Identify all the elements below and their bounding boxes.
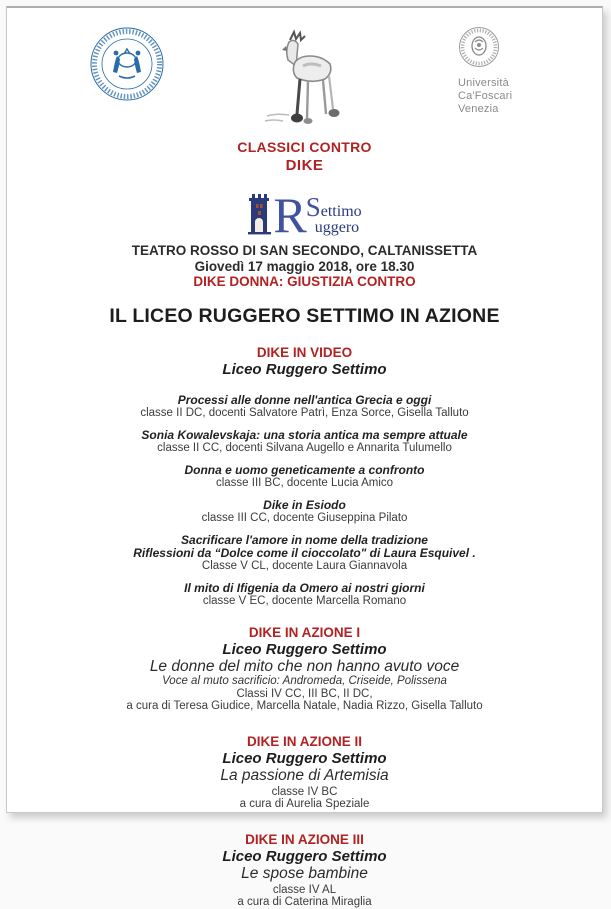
program-item [7,582,602,608]
item-subtitle: Riflessioni da “Dolce come il cioccolato" di Laura Esquivel . [133,545,476,560]
item-title: Sonia Kowalevskaja: una storia antica ma sempre attuale [141,427,468,442]
play-title: Le spose bambine [241,864,368,882]
section-dike-in-azione-1 [7,625,602,713]
cafoscari-logo [458,26,538,116]
cafoscari-line-1: Università [458,77,509,89]
item-detail: classe III BC, docente Lucia Amico [215,476,394,489]
event-datetime: Giovedì 17 maggio 2018, ore 18.30 [194,258,415,274]
tower-icon [247,190,271,236]
venue: TEATRO ROSSO DI SAN SECONDO, CALTANISSETTA [131,243,478,258]
section-heading: DIKE IN AZIONE III [245,831,364,847]
curators-line: a cura di Aurelia Speziale [239,798,370,810]
cafoscari-line-2: Ca'Foscari [458,90,513,102]
curators-line: a cura di Caterina Miraglia [237,896,372,908]
logo-line-ruggero: uggero [314,219,360,236]
section-dike-in-azione-2 [7,734,602,811]
logo-initial-r: R [273,187,307,243]
item-title: Donna e uomo geneticamente a confronto [184,462,425,477]
program-item [7,534,602,573]
item-detail: classe II CC, docenti Silvana Augello e Annarita Tulumello [157,441,452,454]
school-name: Liceo Ruggero Settimo [222,640,387,658]
play-note: Voce al muto sacrificio: Andromeda, Criseide, Polissena [162,674,447,687]
trojan-horse-illustration [259,22,351,137]
play-title: La passione di Artemisia [220,766,389,784]
school-name: Liceo Ruggero Settimo [222,847,387,865]
liceo-ruggero-settimo-logo [7,187,602,243]
university-palermo-seal-icon [89,26,165,107]
section-heading: DIKE IN VIDEO [256,344,353,360]
program-item [7,499,602,525]
classes-line: classe IV BC [271,785,338,798]
item-title: Sacrificare l'amore in nome della tradizione [181,532,428,547]
section-heading: DIKE IN AZIONE I [248,624,361,640]
school-name: Liceo Ruggero Settimo [222,749,387,767]
program-item [7,429,602,455]
item-detail: classe III CC, docente Giuseppina Pilato [201,511,408,524]
logo-wordmark [305,192,362,236]
logos-row [7,22,602,134]
main-title: IL LICEO RUGGERO SETTIMO IN AZIONE [109,304,500,327]
section-heading: DIKE IN AZIONE II [246,733,362,749]
logo-rest-settimo: ettimo [320,203,362,220]
curators-line: a cura di Teresa Giudice, Marcella Natale, Nadia Rizzo, Gisella Talluto [126,700,483,712]
program-item [7,464,602,490]
classes-line: Classi IV CC, III BC, II DC, [236,687,373,700]
item-title: Dike in Esiodo [263,497,346,512]
item-detail: classe V EC, docente Marcella Romano [202,594,407,607]
session-title: DIKE DONNA: GIUSTIZIA CONTRO [193,274,416,289]
flyer-page [6,6,603,908]
program-item [7,394,602,420]
series-title: CLASSICI CONTRO [237,139,372,155]
cafoscari-seal-icon [458,26,500,68]
section-dike-in-azione-3 [7,832,602,909]
section-dike-in-video [7,345,602,608]
classes-line: classe IV AL [272,883,337,896]
cafoscari-wordmark [458,77,538,116]
item-title: Il mito di Ifigenia da Omero ai nostri giorni [184,580,425,595]
logo-line-settimo [305,192,362,222]
cafoscari-line-3: Venezia [458,103,499,115]
logo-initial-s: S [305,192,321,222]
item-title: Processi alle donne nell'antica Grecia e oggi [177,392,432,407]
school-name: Liceo Ruggero Settimo [222,360,387,378]
play-title: Le donne del mito che non hanno avuto voce [149,657,460,675]
event-title: DIKE [285,157,324,174]
item-detail: Classe V CL, docente Laura Giannavola [201,559,408,572]
item-detail: classe II DC, docenti Salvatore Patrì, Enza Sorce, Gisella Talluto [140,406,469,419]
